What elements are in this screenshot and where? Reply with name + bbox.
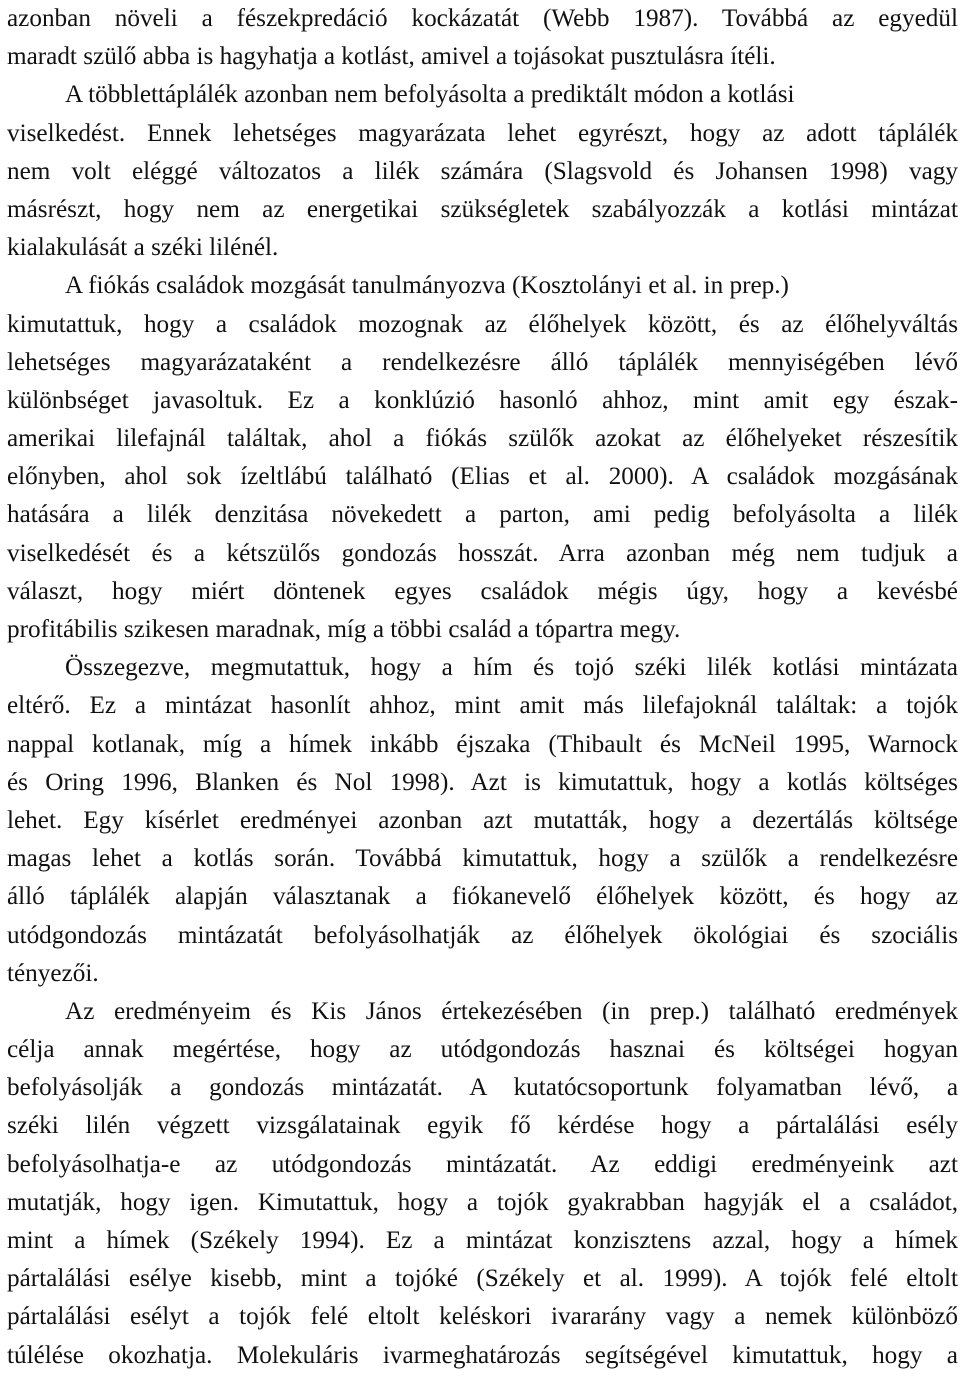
text-line-12: amerikai lilefajnál találtak, ahol a fiókás szülők azokat az élőhelyeket részesítik — [7, 425, 958, 453]
text-line-10: lehetséges magyarázataként a rendelkezésre álló táplálék mennyiségében lévő — [7, 348, 958, 376]
text-line-13: előnyben, ahol sok ízeltlábú található (Elias et al. 2000). A családok mozgásának — [7, 463, 958, 491]
text-line-26: tényezői. — [7, 959, 99, 987]
text-line-14: hatására a lilék denzitása növekedett a parton, ami pedig befolyásolta a lilék — [7, 501, 958, 529]
text-line-34: pártalálási esélye kisebb, mint a tojóké (Székely et al. 1999). A tojók felé eltolt — [7, 1265, 958, 1293]
text-line-5: nem volt eléggé változatos a lilék számára (Slagsvold és Johansen 1998) vagy — [7, 157, 958, 185]
text-line-36: túlélése okozhatja. Molekuláris ivarmeghatározás segítségével kimutattuk, hogy a — [7, 1341, 958, 1369]
text-line-3: A többlettáplálék azonban nem befolyásolta a prediktált módon a kotlási — [65, 81, 795, 109]
text-line-21: és Oring 1996, Blanken és Nol 1998). Azt is kimutattuk, hogy a kotlás költséges — [7, 768, 958, 796]
text-line-18: Összegezve, megmutattuk, hogy a hím és tojó széki lilék kotlási mintázata — [65, 654, 958, 682]
text-line-28: célja annak megértése, hogy az utódgondozás hasznai és költségei hogyan — [7, 1036, 958, 1064]
text-line-6: másrészt, hogy nem az energetikai szükségletek szabályozzák a kotlási mintázat — [7, 195, 958, 223]
text-line-15: viselkedését és a kétszülős gondozás hosszát. Arra azonban még nem tudjuk a — [7, 539, 958, 567]
text-line-16: választ, hogy miért döntenek egyes családok mégis úgy, hogy a kevésbé — [7, 577, 958, 605]
text-line-17: profitábilis szikesen maradnak, míg a többi család a tópartra megy. — [7, 616, 681, 643]
text-line-29: befolyásolják a gondozás mintázatát. A kutatócsoportunk folyamatban lévő, a — [7, 1074, 958, 1102]
text-line-1: azonban növeli a fészekpredáció kockázatát (Webb 1987). Továbbá az egyedül — [7, 5, 958, 32]
text-line-33: mint a hímek (Székely 1994). Ez a mintázat konzisztens azzal, hogy a hímek — [7, 1227, 958, 1254]
document-page — [7, 0, 958, 1375]
text-line-25: utódgondozás mintázatát befolyásolhatják az élőhelyek ökológiai és szociális — [7, 921, 958, 949]
text-line-24: álló táplálék alapján választanak a fiókanevelő élőhelyek között, és hogy az — [7, 883, 958, 911]
text-line-7: kialakulását a széki lilénél. — [7, 234, 279, 262]
text-line-22: lehet. Egy kísérlet eredményei azonban azt mutatták, hogy a dezertálás költsége — [7, 806, 958, 834]
text-line-31: befolyásolhatja-e az utódgondozás mintázatát. Az eddigi eredményeink azt — [7, 1150, 958, 1178]
text-line-2: maradt szülő abba is hagyhatja a kotlást, amivel a tojásokat pusztulásra ítéli. — [7, 43, 776, 71]
text-line-4: viselkedést. Ennek lehetséges magyarázata lehet egyrészt, hogy az adott táplálék — [7, 119, 958, 147]
text-line-27: Az eredményeim és Kis János értekezésében (in prep.) található eredmények — [65, 997, 958, 1025]
text-line-8: A fiókás családok mozgását tanulmányozva (Kosztolányi et al. in prep.) — [65, 272, 789, 300]
text-line-20: nappal kotlanak, míg a hímek inkább éjszaka (Thibault és McNeil 1995, Warnock — [7, 730, 958, 758]
text-line-35: pártalálási esélyt a tojók felé eltolt keléskori ivararány vagy a nemek különböző — [7, 1303, 958, 1331]
text-line-30: széki lilén végzett vizsgálatainak egyik fő kérdése hogy a pártalálási esély — [7, 1112, 958, 1140]
text-line-9: kimutattuk, hogy a családok mozognak az élőhelyek között, és az élőhelyváltás — [7, 310, 958, 338]
text-line-32: mutatják, hogy igen. Kimutattuk, hogy a tojók gyakrabban hagyják el a családot, — [7, 1188, 958, 1216]
text-line-23: magas lehet a kotlás során. Továbbá kimutattuk, hogy a szülők a rendelkezésre — [7, 845, 958, 873]
text-line-19: eltérő. Ez a mintázat hasonlít ahhoz, mint amit más lilefajoknál találtak: a tojók — [7, 692, 958, 720]
text-line-11: különbséget javasoltuk. Ez a konklúzió hasonló ahhoz, mint amit egy észak- — [7, 386, 958, 414]
